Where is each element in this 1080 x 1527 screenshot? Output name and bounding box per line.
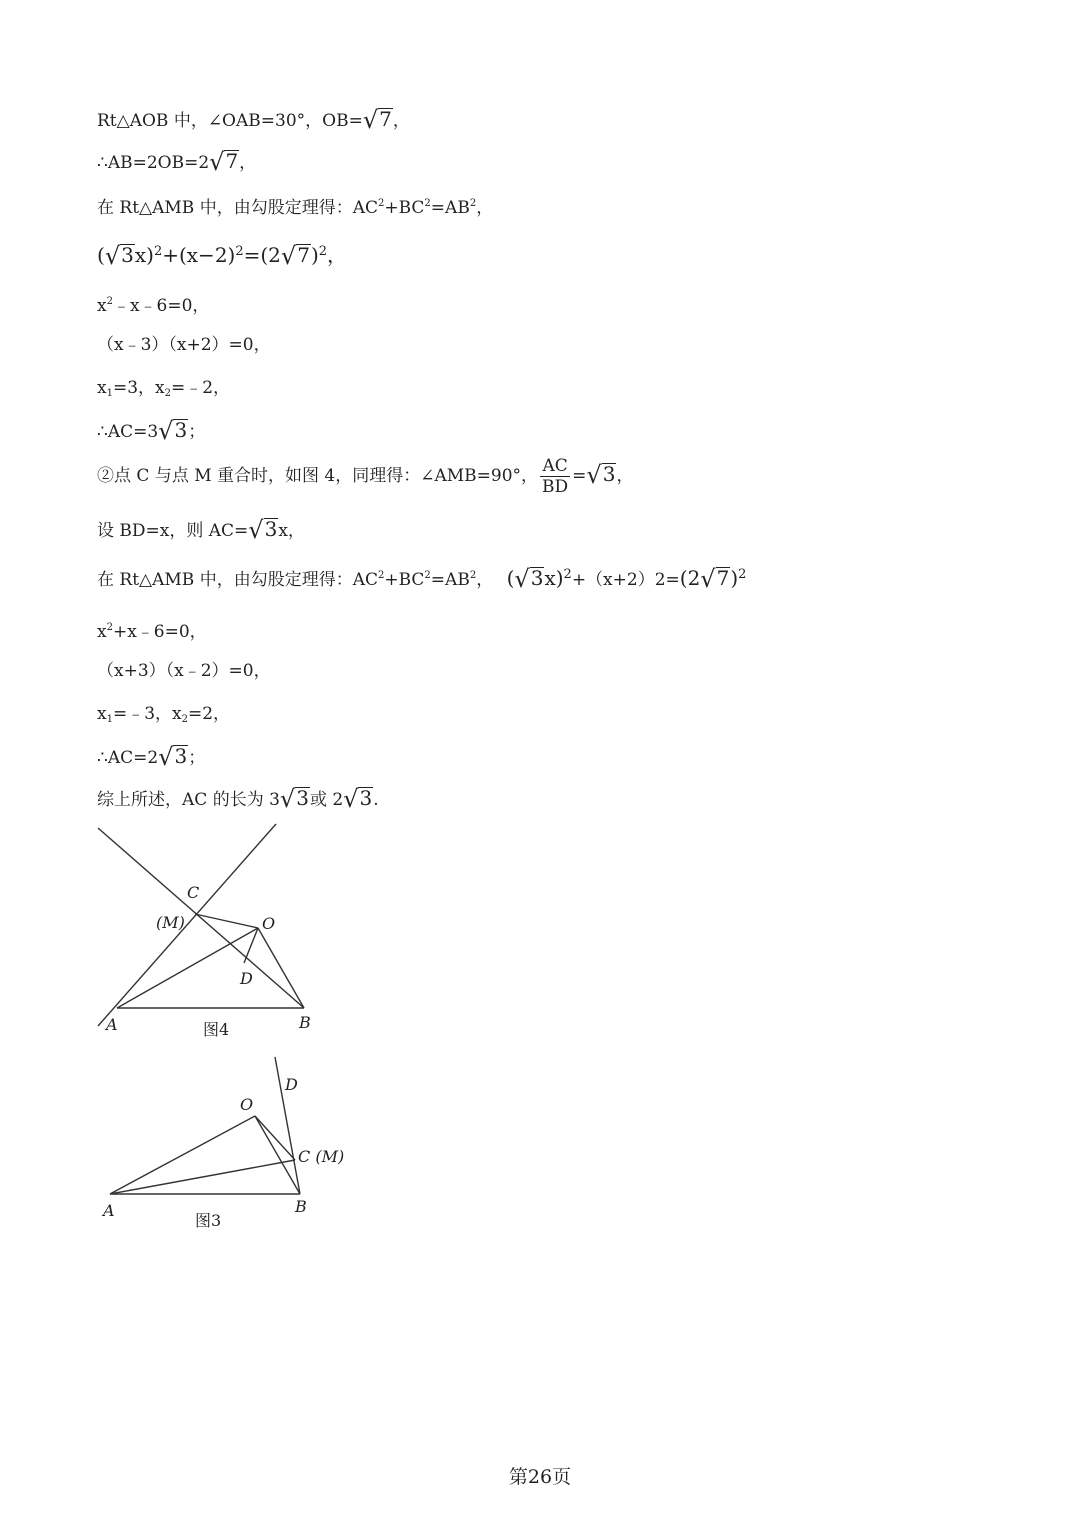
segment-ao [117, 928, 258, 1008]
radicand: 3 [121, 243, 134, 267]
solution-line-10 [97, 518, 305, 543]
paren: ) [310, 243, 319, 267]
text-segment: ； [188, 748, 206, 768]
solution-line-9 [97, 456, 633, 497]
solution-line-16 [97, 787, 379, 812]
subscript: 2 [164, 388, 171, 399]
solution-line-15 [97, 745, 205, 770]
subscript: 2 [181, 714, 188, 725]
exponent: 2 [469, 570, 477, 581]
solution-line-2 [97, 150, 256, 175]
sqrt-3: √3 [104, 242, 134, 270]
numerator: AC [540, 456, 570, 477]
label-b: B [299, 1013, 311, 1032]
solution-line-8 [97, 419, 205, 444]
sqrt-3: √3 [158, 417, 188, 445]
text-segment: +BC [384, 570, 425, 590]
figure-3-diagram [90, 1052, 370, 1242]
figure-4-diagram [90, 818, 360, 1043]
sqrt-7: √7 [209, 148, 239, 176]
text-segment: （x+3）（x﹣2）=0， [97, 661, 271, 681]
solution-line-7 [97, 376, 230, 406]
subscript: 1 [106, 388, 113, 399]
label-c-m: C (M) [298, 1147, 345, 1166]
denominator: BD [542, 477, 569, 497]
text-segment: =3，x [112, 378, 165, 398]
figure-3 [90, 1052, 370, 1242]
label-c: C [187, 883, 200, 902]
figure-4 [90, 818, 360, 1043]
text-segment: x [97, 622, 107, 642]
text-segment: x [97, 296, 107, 316]
sqrt-3: √3 [343, 785, 373, 813]
text-segment: ， [476, 570, 494, 590]
radicand: 3 [174, 418, 188, 442]
exponent: 2 [563, 567, 572, 582]
text-segment: =AB [430, 198, 470, 218]
text-segment: ， [476, 198, 494, 218]
equation-2-rhs [679, 565, 747, 593]
text-segment: ； [188, 422, 206, 442]
text-segment: . [373, 790, 379, 810]
sqrt-3: √3 [158, 743, 188, 771]
text-segment: =(2 [243, 243, 281, 267]
exponent: 2 [377, 198, 385, 209]
page-number: 第26页 [508, 1466, 572, 1488]
label-m: (M) [156, 913, 185, 932]
line-am-extended [98, 824, 276, 1026]
paren: (2 [679, 566, 701, 590]
text-segment: ﹣x﹣6=0， [112, 296, 210, 316]
sqrt-3: √3 [586, 461, 616, 489]
equation-2 [506, 565, 572, 593]
radicand: 7 [379, 107, 392, 131]
segment-ac [110, 1160, 295, 1194]
text-segment: =AB [430, 570, 470, 590]
radicand: 3 [264, 517, 278, 541]
exponent: 2 [469, 198, 477, 209]
exponent: 2 [106, 296, 113, 307]
text-segment: ∴AB=2OB=2 [97, 153, 210, 173]
solution-line-6 [97, 333, 271, 357]
exponent: 2 [106, 622, 113, 633]
text-segment: +(x−2) [162, 243, 236, 267]
sqrt-7: √7 [280, 242, 310, 270]
text-segment: 或 2 [309, 790, 344, 810]
text-segment: x [97, 704, 107, 724]
exponent: 2 [377, 570, 385, 581]
exponent: 2 [318, 244, 328, 259]
figure-4-caption: 图4 [203, 1020, 230, 1039]
exponent: 2 [424, 570, 431, 581]
figure-3-caption: 图3 [195, 1211, 222, 1230]
segment-od [244, 928, 258, 963]
radicand: 3 [296, 786, 309, 810]
radicand: 3 [530, 566, 544, 590]
exponent: 2 [424, 198, 431, 209]
subscript: 1 [106, 714, 113, 725]
text-segment: ∴AC=3 [97, 422, 159, 442]
text-segment: =﹣2， [171, 378, 231, 398]
solution-line-11 [97, 563, 746, 592]
sqrt-3: √3 [248, 516, 278, 544]
solution-line-1 [97, 108, 410, 133]
text-segment: 在 Rt△AMB 中，由勾股定理得：AC [97, 198, 378, 218]
exponent: 2 [738, 567, 747, 582]
text-segment: = [572, 466, 587, 486]
equation-1 [97, 240, 348, 270]
radicand: 7 [297, 243, 310, 267]
text-segment: ∴AC=2 [97, 748, 159, 768]
solution-line-12 [97, 616, 207, 644]
text-segment: （x﹣3）（x+2）=0， [97, 335, 271, 355]
text-segment: x) [544, 566, 564, 590]
text-segment: Rt△AOB 中，∠OAB=30°，OB= [97, 111, 363, 131]
sqrt-7: √7 [700, 565, 730, 593]
text-segment: ， [616, 466, 634, 486]
label-b: B [295, 1197, 307, 1216]
sqrt-7: √7 [362, 106, 392, 134]
text-segment: 综上所述，AC 的长为 3 [97, 790, 280, 810]
radicand: 3 [359, 786, 373, 810]
text-segment: x [97, 378, 107, 398]
text-segment: =﹣3，x [112, 704, 182, 724]
radicand: 3 [602, 462, 616, 486]
exponent: 2 [153, 244, 163, 259]
text-segment: ， [239, 153, 257, 173]
label-d: D [285, 1075, 298, 1094]
solution-line-5 [97, 290, 209, 318]
solution-line-3 [97, 192, 493, 220]
solution-line-14 [97, 702, 230, 732]
text-segment: x， [278, 521, 305, 541]
text-segment: ②点 C 与点 M 重合时，如图 4，同理得：∠AMB=90°， [97, 466, 539, 486]
text-segment: +x﹣6=0， [112, 622, 207, 642]
label-d: D [240, 969, 253, 988]
label-o: O [262, 914, 276, 933]
paren: ( [97, 243, 105, 267]
text-segment: +BC [384, 198, 425, 218]
sqrt-3: √3 [514, 565, 544, 593]
segment-ao [110, 1116, 255, 1194]
label-a: A [103, 1201, 115, 1220]
label-o: O [240, 1095, 254, 1114]
text-segment: =2， [188, 704, 231, 724]
radicand: 7 [716, 566, 730, 590]
text-segment: +（x+2）2= [571, 570, 680, 590]
label-a: A [106, 1015, 118, 1034]
sqrt-3: √3 [279, 785, 309, 813]
text-segment: ， [392, 111, 410, 131]
paren: ( [506, 566, 515, 590]
solution-line-13 [97, 659, 271, 683]
text-segment: ， [327, 243, 348, 267]
paren: ) [730, 566, 739, 590]
text-segment: 设 BD=x，则 AC= [97, 521, 249, 541]
exponent: 2 [235, 244, 244, 259]
text-segment: 在 Rt△AMB 中，由勾股定理得：AC [97, 570, 378, 590]
text-segment: x) [134, 243, 154, 267]
segment-oc [255, 1116, 295, 1160]
radicand: 3 [174, 744, 188, 768]
segment-ob [258, 928, 304, 1008]
radicand: 7 [225, 149, 239, 173]
fraction-ac-bd [540, 456, 570, 497]
